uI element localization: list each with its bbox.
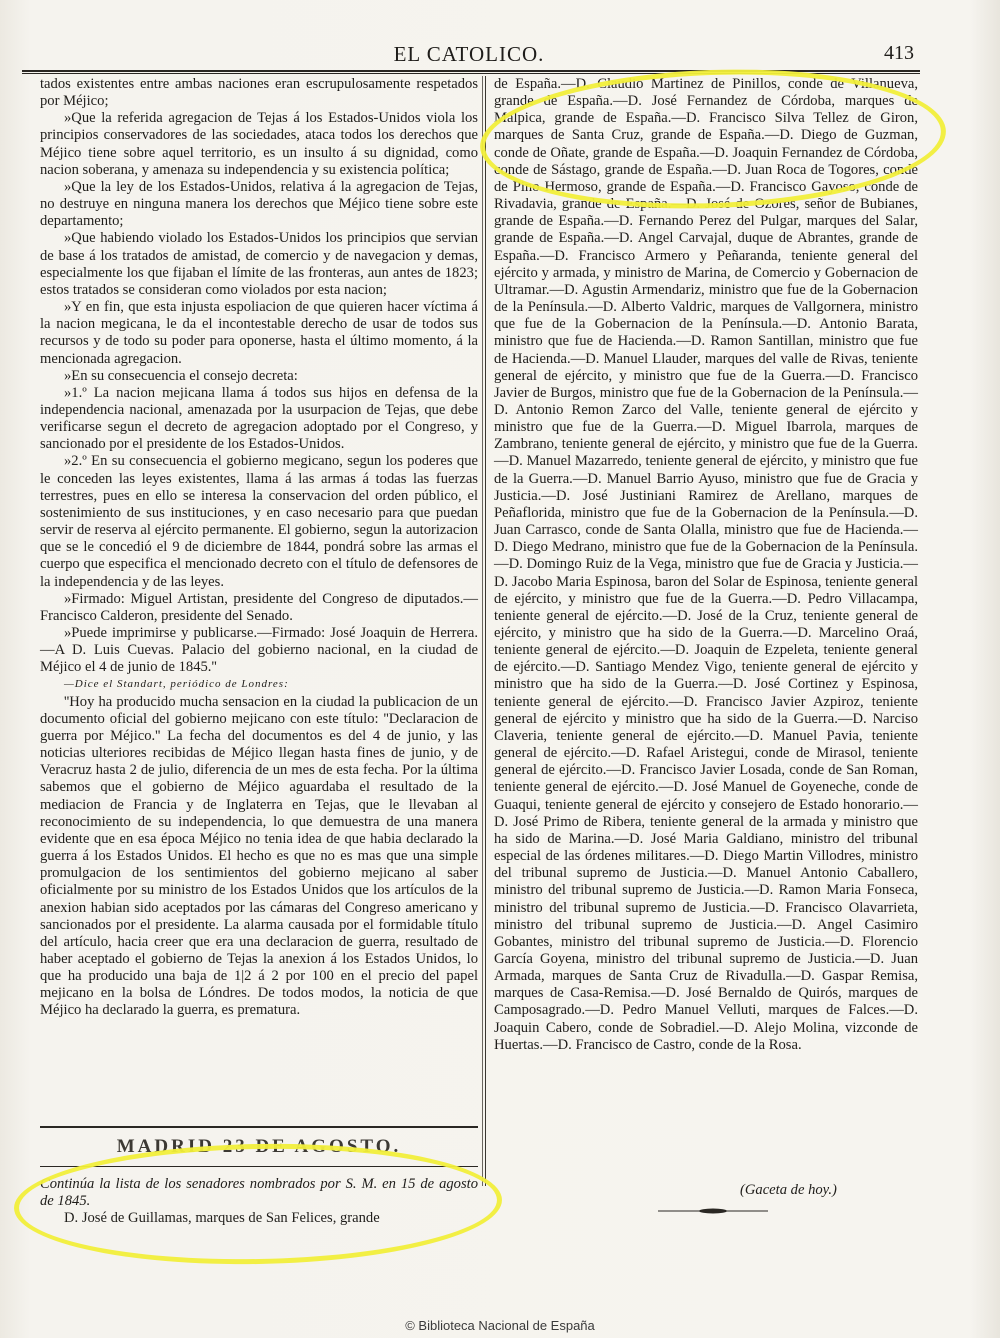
library-credit: © Biblioteca Nacional de España bbox=[405, 1318, 595, 1333]
left-paragraph: »Que habiendo violado los Estados-Unidos los principios que servian de base á los tratados de amistad, de comercio y de navegacion y demas, especialmente los que fijaban el límite de las fronteras, aun antes de 1823; estos tratados se consideran como violados por esta nacion; bbox=[40, 230, 478, 298]
left-paragraph: ''Hoy ha producido mucha sensacion en la ciudad la publicacion de un documento oficial del gobierno mejicano con este título: ''Declaracion de guerra por Méjico.'' La fecha del documentos es del 4 de junio, y las noticias ulteriores recibidas de Méjico llegan hasta fines de junio, y de Veracruz hasta 2 de julio, diferencia de un mes de esta fecha. Por la última sabemos que el gobierno de Méjico aguardaba el resultado de la mediacion de Francia y de Inglaterra en Tejas, que le llevaban al reconocimiento de su independencia, lo que demuestra de una manera evidente que en esa época Méjico no tenia idea de que habia declarado la guerra á los Estados Unidos. El hecho es que no es mas que una simple promulgacion de los sentimientos del gobierno mejicano al saber oficialmente por su ministro de los Estados Unidos que los artículos de la anexion habian sido aceptados por las cámaras del Congreso americano y sancionados por el presidente. La alarma causada por el formidable título del artículo, hacia creer que era una declaracion de guerra, resultado de haber aceptado el gobierno de Tejas la anexion á los Estados Unidos, lo que ha producido una baja de 1|2 á 2 por 100 en el precio del papel mejicano en la bolsa de Lóndres. De todos modos, la noticia de que Méjico ha declarado la guerra, es prematura. bbox=[40, 693, 478, 1019]
source-citation: —Dice el Standart, periódico de Londres: bbox=[64, 678, 289, 691]
gaceta-source: (Gaceta de hoy.) bbox=[740, 1182, 837, 1198]
left-paragraph: »2.º En su consecuencia el gobierno megicano, segun los poderes que le conceden las leyes existentes, llama á las armas á todas las fuerzas terrestres, pues en ello se interesa la conservacion del orden público, el sostenimiento de sus instituciones, y en caso necesario para que puedan servir de reserva al ejército permanente. El gobierno, segun la autorizacion que se le concedió el 9 de diciembre de 1844, pondrá sobre las armas el cuerpo que especifica el mencionado decreto con el título de defensores de la independencia y de las leyes. bbox=[40, 453, 478, 590]
left-paragraph: »1.º La nacion mejicana llama á todos sus hijos en defensa de la independencia nacional, amenazada por la usurpacion de Tejas, que debe verificarse segun el decreto de agregacion adoptado por el Congreso, y sancionado por el presidente de los Estados-Unidos. bbox=[40, 384, 478, 453]
end-flourish bbox=[658, 1208, 768, 1214]
left-paragraph: »Y en fin, que esta injusta espoliacion de que quieren hacer víctima á la nacion megicana, le da el incontestable derecho de usar de todos sus recursos y de todo su poder para oponerse, hasta el último momento, á la mencionada agregacion. bbox=[40, 299, 478, 367]
right-column bbox=[494, 76, 918, 1054]
highlight-circle bbox=[13, 1140, 503, 1268]
left-paragraph: »Firmado: Miguel Artistan, presidente del Congreso de diputados.—Francisco Calderon, presidente del Senado. bbox=[40, 590, 478, 624]
section-rule bbox=[40, 1126, 478, 1128]
senator-list: de España.—D. Claudio Martinez de Pinillos, conde de Villanueva, grande de España.—D. José Fernandez de Córdoba, marques de Malpica, grande de España.—D. Francisco Silva Tellez de Giron, marques de Santa Cruz, grande de España.—D. Diego de Guzman, conde de Oñate, grande de España.—D. Joaquin Fernandez de Córdoba, conde de Sástago, grande de España.—D. Juan Roca de Togores, conde de Pino Hermoso, grande de España.—D. Francisco Gayoso, conde de Rivadavia, grande de España.—D. José de Ozores, señor de Bubianes, grande de España.—D. Fernando Perez del Pulgar, marques del Salar, grande de España.—D. Angel Carvajal, duque de Abrantes, grande de España.—D. Francisco Armero y Peñaranda, teniente general del ejército y armada, y ministro de Marina, de Comercio y Gobernacion de Ultramar.—D. Agustin Armendariz, ministro que fue de la Gobernacion de la Península.—D. Alberto Valdric, marques de Vallgornera, ministro que fue de la Gobernacion de la Península.—D. Antonio Barata, ministro que fue de Hacienda.—D. Ramon Santillan, ministro que fue de Hacienda.—D. Manuel Llauder, marques del valle de Rivas, teniente general de ejército, y ministro que fue de la Guerra.—D. Francisco Javier de Burgos, ministro que fue de la Gobernacion de la Península.—D. Antonio Remon Zarco del Valle, teniente general de ejército y ministro que fue de la Guerra.—D. Miguel Ibarrola, marques de Zambrano, teniente general de ejército, y ministro que fue de la Guerra.—D. Manuel Mazarredo, teniente general de ejército, y ministro que fue de la Guerra.—D. Manuel Barrio Ayuso, ministro que fue de Gracia y Justicia.—D. José Justiniani Ramirez de Arellano, marques de Peñaflorida, ministro que fue de la Gobernacion de la Península.—D. Juan Carrasco, conde de Santa Olalla, ministro que fue de Hacienda.—D. Diego Medrano, ministro que fue de la Gobernacion de la Península.—D. Domingo Ruiz de la Vega, ministro que fue de Gracia y Justicia.—D. Jacobo Maria Espinosa, baron del Solar de Espinosa, teniente general de ejército, y ministro que fue de la Guerra.—D. Pedro Villacampa, teniente general de ejército.—D. José de la Cruz, teniente general de ejército, y ministro que ha sido de la Guerra.—D. Marcelino Oraá, teniente general de ejército.—D. Joaquin de Ezpeleta, teniente general de ejército.—D. Santiago Mendez Vigo, teniente general de ejército y ministro que ha sido de la Guerra.—D. José Cortinez y Espinosa, teniente general de ejército.—D. Francisco Javier Azpiroz, teniente general de ejército y ministro que ha sido de la Guerra.—D. Narciso Claveria, teniente general de ejército.—D. Manuel Pavia, teniente general de ejército.—D. Rafael Aristegui, conde de Mirasol, teniente general de ejército.—D. Francisco Javier Losada, conde de San Roman, teniente general de ejército.—D. José Manuel de Goyeneche, conde de Guaqui, teniente general de ejército y consejero de Estado honorario.—D. José Primo de Ribera, teniente general de la armada y ministro que ha sido de Marina.—D. José Maria Galdiano, ministro del tribunal especial de las órdenes militares.—D. Diego Martin Villodres, ministro del tribunal supremo de Justicia.—D. Manuel Antonio Caballero, ministro del tribunal supremo de Justicia.—D. Ramon Maria Fonseca, ministro del tribunal supremo de Justicia.—D. Francisco Olavarrieta, ministro del tribunal supremo de Justicia.—D. Angel Casimiro Gobantes, ministro del tribunal supremo de Justicia.—D. Florencio García Goyena, ministro del tribunal supremo de Justicia.—D. Juan Armada, marques de Santa Cruz de Rivadulla.—D. Gaspar Remisa, marques de Casa-Remisa.—D. José Bernaldo de Quirós, marques de Camposagrado.—D. Pedro Manuel Velluti, marques de Falces.—D. Joaquin Cabero, conde de Sobradiel.—D. Alejo Molina, vizconde de Huertas.—D. Francisco de Castro, conde de la Rosa. bbox=[494, 76, 918, 1053]
newspaper-title: EL CATOLICO. bbox=[393, 42, 545, 66]
column-divider bbox=[485, 76, 486, 1186]
column-divider-thin bbox=[482, 76, 483, 1186]
left-paragraph: »Que la ley de los Estados-Unidos, relativa á la agregacion de Tejas, no destruye en ninguna manera los derechos que Méjico tiene sobre este departamento; bbox=[40, 178, 478, 230]
left-paragraph: »Puede imprimirse y publicarse.—Firmado: José Joaquin de Herrera.—A D. Luis Cuevas. Palacio del gobierno nacional, en la ciudad de Méjico el 4 de junio de 1845.'' bbox=[40, 625, 478, 676]
page-header bbox=[24, 38, 914, 68]
left-paragraph: »Que la referida agregacion de Tejas á los Estados-Unidos viola los principios conservadores de las sociedades, ataca todos los derechos que Méjico tiene sobre aquel territorio, es un insulto á su dignidad, como nacion soberana, y amenaza su independencia y su existencia política; bbox=[40, 110, 478, 178]
left-column bbox=[40, 76, 478, 1020]
section-heading: MADRID 23 DE AGOSTO. bbox=[116, 1136, 402, 1157]
first-senator-entry: D. José de Guillamas, marques de San Felices, grande bbox=[64, 1210, 380, 1226]
section-intro: Continúa la lista de los senadores nombrados por S. M. en 15 de agosto de 1845. bbox=[40, 1176, 478, 1209]
left-paragraph: tados existentes entre ambas naciones eran escrupulosamente respetados por Méjico; bbox=[40, 76, 478, 110]
page-number: 413 bbox=[884, 42, 914, 64]
left-paragraph: »En su consecuencia el consejo decreta: bbox=[64, 367, 298, 384]
